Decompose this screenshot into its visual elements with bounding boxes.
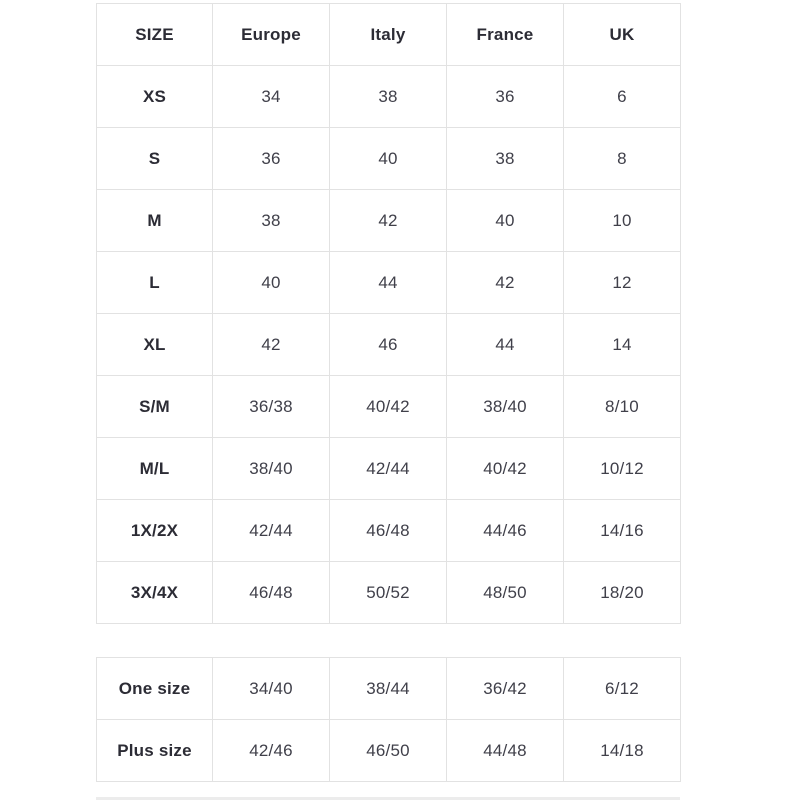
- size-value: 14/18: [564, 720, 681, 782]
- size-value: 18/20: [564, 562, 681, 624]
- size-value: 42: [447, 252, 564, 314]
- size-label: M/L: [97, 438, 213, 500]
- table-row: [97, 252, 681, 314]
- column-header: SIZE: [97, 4, 213, 66]
- size-value: 12: [564, 252, 681, 314]
- size-value: 38/40: [213, 438, 330, 500]
- size-value: 14: [564, 314, 681, 376]
- size-value: 10/12: [564, 438, 681, 500]
- size-value: 42/46: [213, 720, 330, 782]
- size-value: 46/50: [330, 720, 447, 782]
- size-value: 46: [330, 314, 447, 376]
- size-value: 34: [213, 66, 330, 128]
- size-value: 14/16: [564, 500, 681, 562]
- table-row: [97, 128, 681, 190]
- size-value: 36/42: [447, 658, 564, 720]
- size-label: One size: [97, 658, 213, 720]
- column-header: Italy: [330, 4, 447, 66]
- table-gap: [96, 624, 680, 657]
- table-row: [97, 438, 681, 500]
- size-conversion-chart: [96, 3, 680, 782]
- size-value: 38/44: [330, 658, 447, 720]
- column-header: UK: [564, 4, 681, 66]
- size-value: 44/48: [447, 720, 564, 782]
- size-value: 10: [564, 190, 681, 252]
- size-value: 42/44: [330, 438, 447, 500]
- header-row: [97, 4, 681, 66]
- size-value: 46/48: [213, 562, 330, 624]
- size-value: 40/42: [447, 438, 564, 500]
- size-table-extra: [96, 657, 681, 782]
- size-value: 44/46: [447, 500, 564, 562]
- size-value: 40/42: [330, 376, 447, 438]
- table-row: [97, 500, 681, 562]
- size-label: Plus size: [97, 720, 213, 782]
- size-label: S: [97, 128, 213, 190]
- table-row: [97, 658, 681, 720]
- size-value: 40: [447, 190, 564, 252]
- size-value: 6: [564, 66, 681, 128]
- size-value: 48/50: [447, 562, 564, 624]
- size-table-main: [96, 3, 681, 624]
- size-label: L: [97, 252, 213, 314]
- size-label: 3X/4X: [97, 562, 213, 624]
- size-label: S/M: [97, 376, 213, 438]
- size-value: 46/48: [330, 500, 447, 562]
- size-label: 1X/2X: [97, 500, 213, 562]
- size-value: 38: [330, 66, 447, 128]
- size-value: 40: [213, 252, 330, 314]
- size-value: 6/12: [564, 658, 681, 720]
- column-header: France: [447, 4, 564, 66]
- table-row: [97, 376, 681, 438]
- column-header: Europe: [213, 4, 330, 66]
- size-value: 50/52: [330, 562, 447, 624]
- size-value: 44: [330, 252, 447, 314]
- table-row: [97, 562, 681, 624]
- size-value: 8: [564, 128, 681, 190]
- size-value: 36: [213, 128, 330, 190]
- size-value: 38: [213, 190, 330, 252]
- size-label: M: [97, 190, 213, 252]
- size-value: 42: [330, 190, 447, 252]
- table-row: [97, 190, 681, 252]
- size-value: 38: [447, 128, 564, 190]
- size-value: 8/10: [564, 376, 681, 438]
- table-row: [97, 66, 681, 128]
- size-label: XS: [97, 66, 213, 128]
- size-value: 34/40: [213, 658, 330, 720]
- size-value: 42: [213, 314, 330, 376]
- table-row: [97, 314, 681, 376]
- size-value: 40: [330, 128, 447, 190]
- size-label: XL: [97, 314, 213, 376]
- size-value: 38/40: [447, 376, 564, 438]
- size-value: 36: [447, 66, 564, 128]
- table-row: [97, 720, 681, 782]
- size-value: 44: [447, 314, 564, 376]
- size-value: 36/38: [213, 376, 330, 438]
- size-value: 42/44: [213, 500, 330, 562]
